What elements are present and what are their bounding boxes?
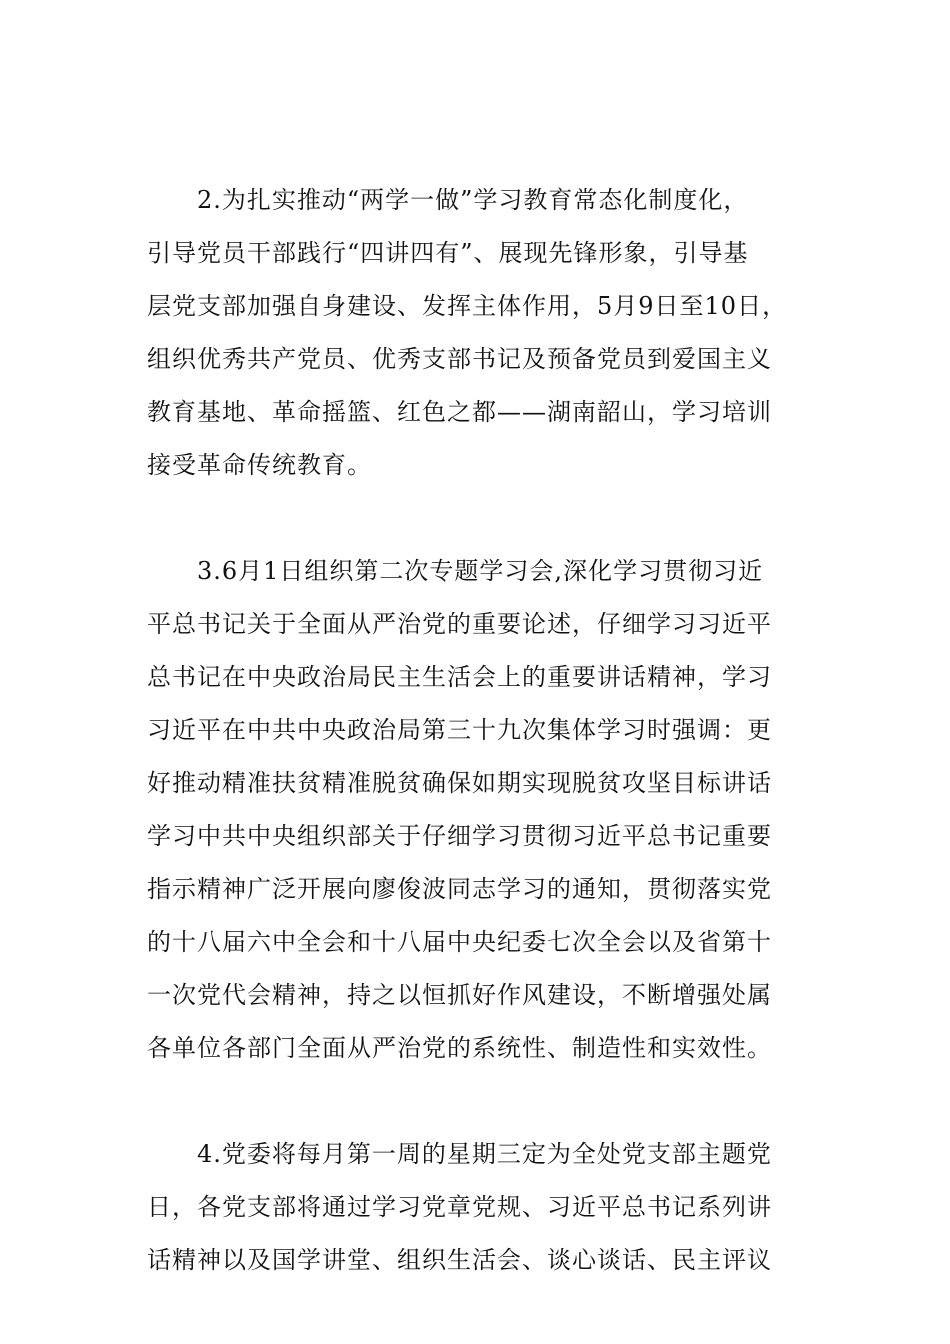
- paragraph-line: 学习中共中央组织部关于仔细学习贯彻习近平总书记重要: [147, 822, 772, 850]
- paragraph-line: 平总书记关于全面从严治党的重要论述，仔细学习习近平: [147, 610, 772, 638]
- paragraph-line: 日，各党支部将通过学习党章党规、习近平总书记系列讲: [147, 1193, 772, 1221]
- paragraph-line: 各单位各部门全面从严治党的系统性、制造性和实效性。: [147, 1034, 772, 1062]
- paragraph-line: 4.党委将每月第一周的星期三定为全处党支部主题党: [197, 1140, 772, 1168]
- paragraph-line: 教育基地、革命摇篮、红色之都——湖南韶山，学习培训: [147, 398, 772, 426]
- paragraph-spacer: [147, 492, 815, 545]
- paragraph-line: 组织优秀共产党员、优秀支部书记及预备党员到爱国主义: [147, 345, 772, 373]
- paragraph-line: 指示精神广泛开展向廖俊波同志学习的通知，贯彻落实党: [147, 875, 772, 903]
- paragraph-line: 好推动精准扶贫精准脱贫确保如期实现脱贫攻坚目标讲话: [147, 769, 772, 797]
- paragraph-spacer: [147, 1075, 815, 1128]
- paragraph-line: 习近平在中共中央政治局第三十九次集体学习时强调：更: [147, 716, 772, 744]
- paragraph-3: [147, 545, 815, 1075]
- paragraph-line: 话精神以及国学讲堂、组织生活会、谈心谈话、民主评议: [147, 1246, 772, 1274]
- paragraph-line: 一次党代会精神，持之以恒抓好作风建设，不断增强处属: [147, 981, 772, 1009]
- paragraph-line: 层党支部加强自身建设、发挥主体作用，5月9日至10日，: [147, 292, 788, 320]
- document-body: [147, 174, 815, 1287]
- paragraph-line: 的十八届六中全会和十八届中央纪委七次全会以及省第十: [147, 928, 772, 956]
- paragraph-line: 总书记在中央政治局民主生活会上的重要讲话精神，学习: [147, 663, 772, 691]
- paragraph-4: [147, 1128, 815, 1287]
- paragraph-line: 引导党员干部践行“四讲四有”、展现先锋形象，引导基: [147, 239, 749, 267]
- paragraph-line: 接受革命传统教育。: [147, 451, 372, 479]
- paragraph-2: [147, 174, 815, 492]
- paragraph-line: 3.6月1日组织第二次专题学习会,深化学习贯彻习近: [197, 557, 764, 585]
- paragraph-line: 2.为扎实推动“两学一做”学习教育常态化制度化，: [197, 186, 749, 214]
